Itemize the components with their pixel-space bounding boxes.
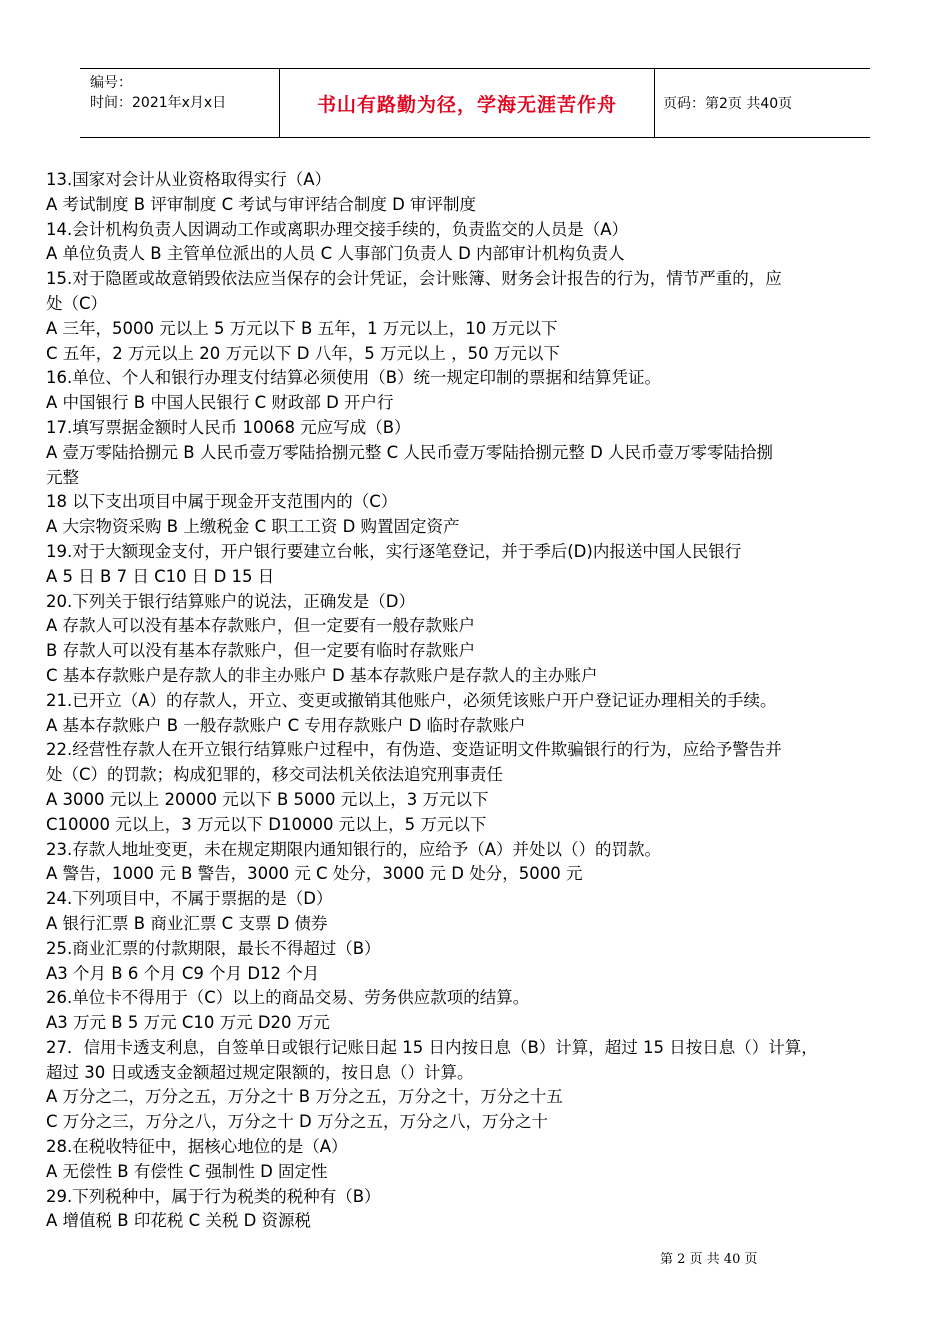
text-line: A 存款人可以没有基本存款账户，但一定要有一般存款账户	[46, 616, 476, 636]
text-line: A 万分之二，万分之五，万分之十 B 万分之五，万分之十，万分之十五	[46, 1087, 563, 1107]
text-line: A 5 日 B 7 日 C10 日 D 15 日	[46, 566, 275, 586]
text-line: 16.单位、个人和银行办理支付结算必须使用（B）统一规定印制的票据和结算凭证。	[46, 368, 662, 388]
header-motto-cell	[280, 69, 655, 137]
text-line: A 考试制度 B 评审制度 C 考试与审评结合制度 D 审评制度	[46, 194, 477, 214]
text-line: A 大宗物资采购 B 上缴税金 C 职工工资 D 购置固定资产	[46, 517, 460, 537]
header-info-cell	[80, 69, 280, 137]
text-line: A3 万元 B 5 万元 C10 万元 D20 万元	[46, 1013, 330, 1033]
text-line: 29.下列税种中，属于行为税类的税种有（B）	[46, 1186, 381, 1206]
text-line: 23.存款人地址变更，未在规定期限内通知银行的，应给予（A）并处以（）的罚款。	[46, 839, 662, 859]
text-line: C 万分之三，万分之八，万分之十 D 万分之五，万分之八，万分之十	[46, 1112, 548, 1132]
text-line: A 3000 元以上 20000 元以下 B 5000 元以上，3 万元以下	[46, 789, 489, 809]
document-number-label: 编号：	[90, 75, 132, 91]
text-line: 22.经营性存款人在开立银行结算账户过程中，有伪造、变造证明文件欺骗银行的行为，应给予警告并	[46, 740, 782, 760]
text-line: 17.填写票据金额时人民币 10068 元应写成（B）	[46, 417, 411, 437]
text-line: C10000 元以上，3 万元以下 D10000 元以上，5 万元以下	[46, 814, 487, 834]
header-table	[80, 68, 870, 138]
text-line: A 壹万零陆拾捌元 B 人民币壹万零陆拾捌元整 C 人民币壹万零陆拾捌元整 D 人民币壹万零零陆拾捌	[46, 442, 774, 462]
text-line: A 警告，1000 元 B 警告，3000 元 C 处分，3000 元 D 处分，5000 元	[46, 864, 583, 884]
text-line: 14.会计机构负责人因调动工作或离职办理交接手续的，负责监交的人员是（A）	[46, 219, 629, 239]
text-line: 超过 30 日或透支金额超过规定限额的，按日息（）计算。	[46, 1062, 474, 1082]
text-line: C 基本存款账户是存款人的非主办账户 D 基本存款账户是存款人的主办账户	[46, 665, 598, 685]
text-line: A 基本存款账户 B 一般存款账户 C 专用存款账户 D 临时存款账户	[46, 715, 526, 735]
text-line: 28.在税收特征中，据核心地位的是（A）	[46, 1137, 348, 1157]
text-line: A3 个月 B 6 个月 C9 个月 D12 个月	[46, 963, 320, 983]
text-line: 15.对于隐匿或故意销毁依法应当保存的会计凭证，会计账簿、财务会计报告的行为，情节严重的，应	[46, 269, 782, 289]
header-motto: 书山有路勤为径，学海无涯苦作舟	[316, 93, 617, 116]
text-line: 18 以下支出项目中属于现金开支范围内的（C）	[46, 492, 398, 512]
text-line: 元整	[46, 467, 79, 487]
text-line: 处（C）的罚款；构成犯罪的，移交司法机关依法追究刑事责任	[46, 765, 504, 785]
header-page-label: 页码：第2页 共40页	[663, 96, 793, 112]
text-line: 25.商业汇票的付款期限，最长不得超过（B）	[46, 938, 381, 958]
text-line: A 中国银行 B 中国人民银行 C 财政部 D 开户行	[46, 393, 394, 413]
text-line: 21.已开立（A）的存款人，开立、变更或撤销其他账户，必须凭该账户开户登记证办理相关的手续。	[46, 690, 777, 710]
header-page-cell	[655, 69, 870, 137]
text-line: A 三年，5000 元以上 5 万元以下 B 五年，1 万元以上，10 万元以下	[46, 318, 558, 338]
text-line: A 单位负责人 B 主管单位派出的人员 C 人事部门负责人 D 内部审计机构负责人	[46, 244, 625, 264]
text-line: 19.对于大额现金支付，开户银行要建立台帐，实行逐笔登记，并于季后(D)内报送中国人民银行	[46, 541, 742, 561]
text-line: 13.国家对会计从业资格取得实行（A）	[46, 170, 332, 189]
page-footer: 第 2 页 共 40 页	[660, 1252, 758, 1267]
text-line: 27．信用卡透支利息，自签单日或银行记账日起 15 日内按日息（B）计算，超过 15 日按日息（）计算，	[46, 1037, 818, 1057]
document-time-label: 时间：2021年x月x日	[90, 95, 227, 111]
text-line: 24.下列项目中，不属于票据的是（D）	[46, 889, 333, 909]
text-line: C 五年，2 万元以上 20 万元以下 D 八年，5 万元以上 ，50 万元以下	[46, 343, 560, 363]
text-line: 26.单位卡不得用于（C）以上的商品交易、劳务供应款项的结算。	[46, 988, 530, 1008]
text-line: 20.下列关于银行结算账户的说法，正确发是（D）	[46, 591, 415, 611]
text-line: A 无偿性 B 有偿性 C 强制性 D 固定性	[46, 1161, 328, 1181]
text-line: B 存款人可以没有基本存款账户，但一定要有临时存款账户	[46, 641, 476, 661]
text-line: 处（C）	[46, 293, 108, 313]
document-body	[46, 168, 924, 1234]
text-line: A 增值税 B 印花税 C 关税 D 资源税	[46, 1211, 312, 1231]
text-line: A 银行汇票 B 商业汇票 C 支票 D 债券	[46, 913, 328, 933]
